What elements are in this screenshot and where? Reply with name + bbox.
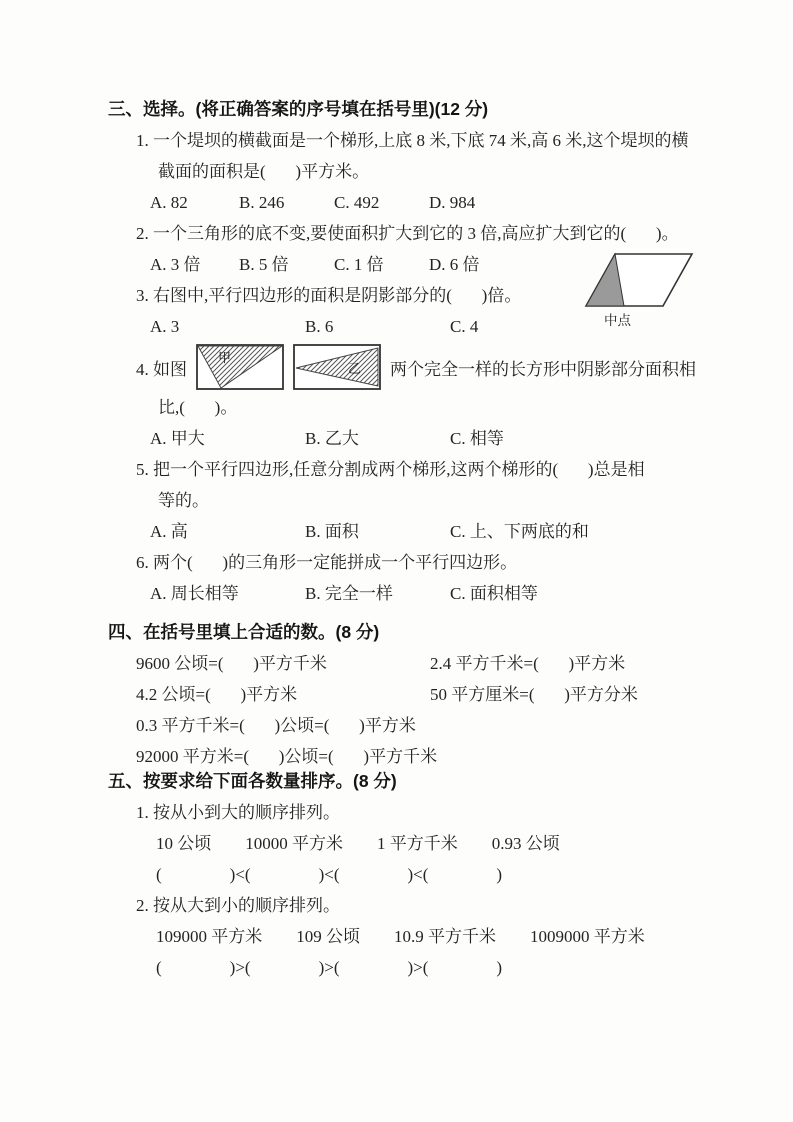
q4-option-a: A. 甲大 xyxy=(150,429,205,448)
sort-descending-title: 2. 按从大到小的顺序排列。 xyxy=(136,896,340,915)
conversion-4-2-hectare: 4.2 公顷=( )平方米 xyxy=(136,685,298,704)
q5-options xyxy=(108,516,768,547)
q1-line-2: 截面的面积是( )平方米。 xyxy=(158,162,370,181)
yi-label: 乙 xyxy=(348,361,362,376)
sort-ascending-items: 10 公顷 10000 平方米 1 平方千米 0.93 公顷 xyxy=(156,834,560,853)
q6-line-1: 6. 两个( )的三角形一定能拼成一个平行四边形。 xyxy=(136,553,518,572)
q6-options xyxy=(108,578,768,609)
conversion-9600-hectare: 9600 公顷=( )平方千米 xyxy=(136,654,327,673)
q6-option-b: B. 完全一样 xyxy=(305,584,393,603)
q5-line-1: 5. 把一个平行四边形,任意分割成两个梯形,这两个梯形的( )总是相 xyxy=(136,460,645,479)
q1-line-1: 1. 一个堤坝的横截面是一个梯形,上底 8 米,下底 74 米,高 6 米,这个堤坝的横 xyxy=(136,131,689,150)
q5-line-2: 等的。 xyxy=(158,491,209,510)
q4-line-2: 比,( )。 xyxy=(158,398,238,417)
q4-text-pre: 4. 如图 xyxy=(136,359,187,379)
conversion-92000-sqm: 92000 平方米=( )公顷=( )平方千米 xyxy=(136,747,438,766)
section-4-heading: 四、在括号里填上合适的数。(8 分) xyxy=(108,622,380,642)
section4-row-2 xyxy=(108,679,768,710)
worksheet-content xyxy=(108,94,768,983)
sort-ascending-blanks: ( )<( )<( )<( ) xyxy=(156,865,503,884)
q4-options xyxy=(108,423,768,454)
conversion-0-3-sqkm: 0.3 平方千米=( )公顷=( )平方米 xyxy=(136,716,416,735)
q4-option-b: B. 乙大 xyxy=(305,429,359,448)
q1-option-c: C. 492 xyxy=(334,193,380,212)
q5-option-b: B. 面积 xyxy=(305,522,359,541)
q3-line-1: 3. 右图中,平行四边形的面积是阴影部分的( )倍。 xyxy=(136,286,522,305)
midpoint-label: 中点 xyxy=(604,313,631,328)
sort-descending-blanks: ( )>( )>( )>( ) xyxy=(156,958,503,977)
q3-option-c: C. 4 xyxy=(450,317,479,336)
q3-option-b: B. 6 xyxy=(305,317,334,336)
q2-option-b: B. 5 倍 xyxy=(239,255,289,274)
q4-line-1 xyxy=(108,342,768,392)
q1-option-d: D. 984 xyxy=(429,193,476,212)
q6-option-c: C. 面积相等 xyxy=(450,584,538,603)
q1-options xyxy=(108,187,768,218)
rectangle-jia-figure xyxy=(196,344,284,390)
section-3-heading: 三、选择。(将正确答案的序号填在括号里)(12 分) xyxy=(108,99,489,119)
q3-option-a: A. 3 xyxy=(150,317,180,336)
q6-option-a: A. 周长相等 xyxy=(150,584,239,603)
sort-ascending-title: 1. 按从小到大的顺序排列。 xyxy=(136,803,340,822)
q5-option-c: C. 上、下两底的和 xyxy=(450,522,589,541)
q1-option-b: B. 246 xyxy=(239,193,285,212)
q2-option-a: A. 3 倍 xyxy=(150,255,201,274)
q5-option-a: A. 高 xyxy=(150,522,188,541)
q1-option-a: A. 82 xyxy=(150,193,188,212)
conversion-2-4-sqkm: 2.4 平方千米=( )平方米 xyxy=(430,654,626,673)
q4-option-c: C. 相等 xyxy=(450,429,504,448)
q2-line-1: 2. 一个三角形的底不变,要使面积扩大到它的 3 倍,高应扩大到它的( )。 xyxy=(136,224,679,243)
section4-row-1 xyxy=(108,648,768,679)
q2-option-c: C. 1 倍 xyxy=(334,255,384,274)
q4-text-post: 两个完全一样的长方形中阴影部分面积相 xyxy=(390,359,696,379)
jia-label: 甲 xyxy=(218,350,232,365)
rectangle-yi-figure xyxy=(293,344,381,390)
conversion-50-sqcm: 50 平方厘米=( )平方分米 xyxy=(430,685,638,704)
sort-descending-items: 109000 平方米 109 公顷 10.9 平方千米 1009000 平方米 xyxy=(156,927,645,946)
q2-option-d: D. 6 倍 xyxy=(429,255,480,274)
section-5-heading: 五、按要求给下面各数量排序。(8 分) xyxy=(108,771,397,791)
parallelogram-figure xyxy=(582,245,702,335)
